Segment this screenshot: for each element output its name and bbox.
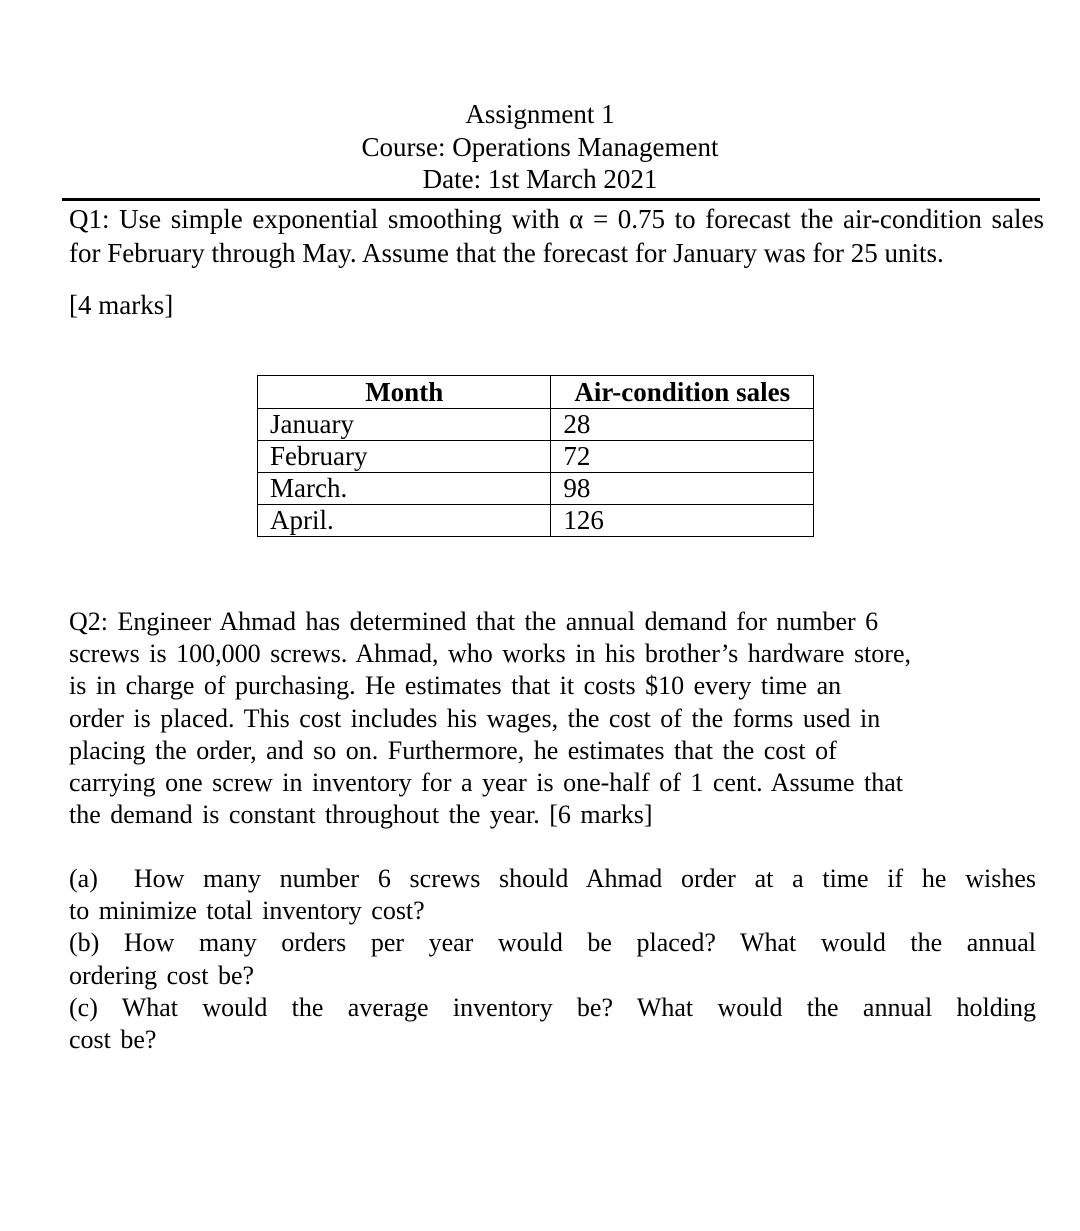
- question-2: [69, 606, 1019, 831]
- question-1-marks: [4 marks]: [69, 290, 174, 320]
- question-2-line: screws is 100,000 screws. Ahmad, who works in his brother’s hardware store,: [69, 639, 911, 669]
- month-cell: January: [258, 409, 551, 441]
- assignment-date: Date: 1st March 2021: [422, 164, 658, 194]
- document-header: [0, 98, 1080, 196]
- question-1-label: Q1:: [69, 204, 110, 234]
- month-cell: April.: [258, 505, 551, 537]
- part-a-label: (a): [69, 864, 98, 893]
- part-c-line-1: (c) What would the average inventory be? What would the annual holding: [69, 992, 1036, 1022]
- part-a-line-1: [69, 863, 1036, 895]
- column-header-month: Month: [258, 376, 551, 409]
- course-name: Course: Operations Management: [361, 131, 719, 162]
- sales-cell: 126: [551, 505, 814, 537]
- part-c-line-2: cost be?: [69, 1025, 157, 1055]
- sales-cell: 72: [551, 441, 814, 473]
- question-2-line: the demand is constant throughout the year. [6 marks]: [69, 800, 653, 830]
- table-header-row: [258, 376, 814, 409]
- part-b-line-1: (b) How many orders per year would be placed? What would the annual: [69, 928, 1036, 958]
- sales-cell: 28: [551, 409, 814, 441]
- question-2-parts: [69, 863, 1036, 1056]
- question-2-line: carrying one screw in inventory for a year is one-half of 1 cent. Assume that: [69, 768, 904, 798]
- question-1: [69, 202, 1044, 322]
- sales-cell: 98: [551, 473, 814, 505]
- assignment-title: Assignment 1: [465, 99, 615, 129]
- question-1-text-block: [69, 202, 1044, 270]
- table-row: [258, 505, 814, 537]
- month-cell: March.: [258, 473, 551, 505]
- part-b-line-2: ordering cost be?: [69, 960, 255, 990]
- column-header-sales: Air-condition sales: [551, 376, 814, 409]
- table-row: [258, 441, 814, 473]
- question-1-text: Use simple exponential smoothing with α = 0.75 to forecast the air-condition sales for February through May. Assume that the forecast for January was for 25 units.: [69, 204, 1044, 268]
- question-2-line: Q2: Engineer Ahmad has determined that the annual demand for number 6: [69, 607, 879, 636]
- part-a-line-2: to minimize total inventory cost?: [69, 896, 425, 926]
- question-2-line: order is placed. This cost includes his wages, the cost of the forms used in: [69, 703, 881, 733]
- question-2-line: placing the order, and so on. Furthermore, he estimates that the cost of: [69, 735, 837, 765]
- table-row: [258, 409, 814, 441]
- part-a-text: How many number 6 screws should Ahmad order at a time if he wishes: [133, 864, 1036, 893]
- header-divider: [62, 198, 1040, 201]
- question-2-line: is in charge of purchasing. He estimates that it costs $10 every time an: [69, 671, 842, 701]
- sales-table: [257, 375, 814, 537]
- month-cell: February: [258, 441, 551, 473]
- table-row: [258, 473, 814, 505]
